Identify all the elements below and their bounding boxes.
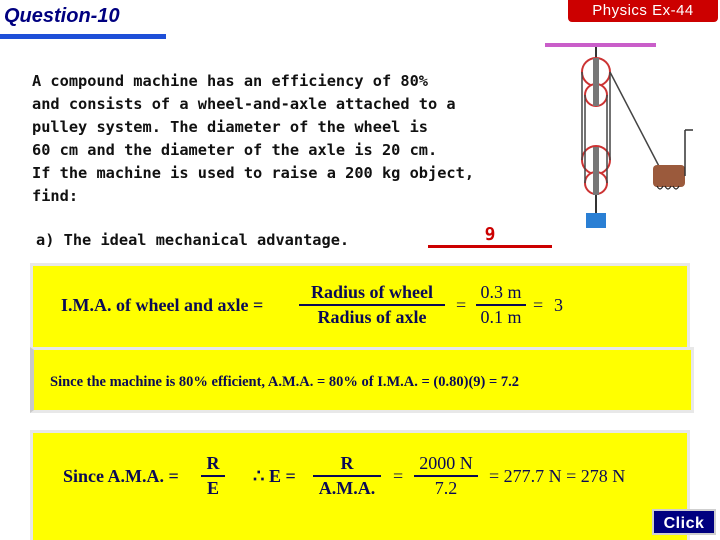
problem-line: If the machine is used to raise a 200 kg object,: [32, 164, 475, 182]
ama-statement: Since the machine is 80% efficient, A.M.A. = 80% of I.M.A. = (0.80)(9) = 7.2: [50, 374, 519, 390]
radius-fraction: [299, 282, 445, 328]
since-ama: Since A.M.A. =: [63, 466, 179, 486]
r-over-ama-fraction: R A.M.A.: [313, 453, 381, 499]
ima-calculation-panel: [30, 263, 690, 347]
part-a-question: a) The ideal mechanical advantage.: [36, 231, 350, 249]
effort-calculation-panel: [30, 430, 690, 540]
load-block: [586, 213, 606, 228]
value-fraction: 0.3 m 0.1 m: [476, 282, 526, 328]
problem-line: A compound machine has an efficiency of 80%: [32, 72, 429, 90]
therefore-e: ∴ E =: [253, 466, 296, 486]
effort-result: = 277.7 N = 278 N: [489, 466, 626, 486]
ima-result: 3: [554, 295, 563, 315]
ceiling-bar: [545, 43, 656, 47]
problem-line: and consists of a wheel-and-axle attached to a: [32, 95, 456, 113]
click-button[interactable]: Click: [652, 509, 716, 535]
equals-sign: =: [456, 295, 467, 315]
equals-sign: =: [533, 295, 544, 315]
answer-underline: [428, 245, 552, 248]
problem-statement: [32, 70, 512, 208]
axle-drum: [653, 165, 685, 187]
radius-wheel: Radius of wheel: [310, 282, 433, 302]
problem-line: 60 cm and the diameter of the axle is 20 cm.: [32, 141, 438, 159]
radius-axle: Radius of axle: [317, 307, 427, 327]
numeric-fraction: 2000 N 7.2: [414, 453, 478, 499]
ima-lhs: I.M.A. of wheel and axle =: [61, 295, 264, 315]
part-a-answer: 9: [484, 224, 496, 245]
r-over-e-fraction: R E: [201, 453, 225, 499]
problem-line: pulley system. The diameter of the wheel is: [32, 118, 429, 136]
question-title: Question-10: [4, 5, 120, 27]
pulley-system-diagram: [540, 36, 700, 236]
physics-badge: Physics Ex-44: [568, 0, 718, 22]
equals-sign: =: [393, 466, 404, 486]
ama-calculation-panel: [30, 347, 694, 413]
title-underline: [0, 34, 166, 39]
problem-line: find:: [32, 187, 79, 205]
